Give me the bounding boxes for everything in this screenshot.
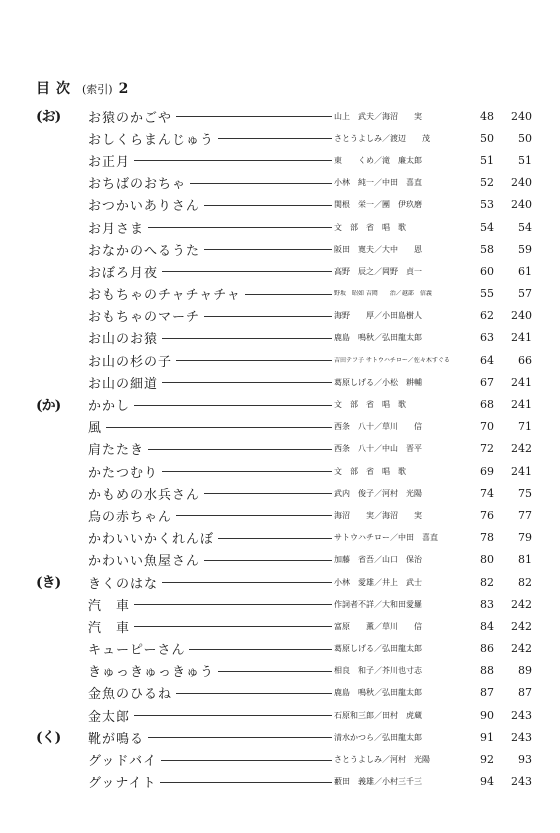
- song-title: 金魚のひるね: [88, 683, 176, 702]
- credit-text: 武内 俊子／河村 光陽: [332, 488, 460, 499]
- credit-text: 作詞者不詳／大和田愛羅: [332, 599, 460, 610]
- credit-text: 文 部 省 唱 歌: [332, 399, 460, 410]
- score-page: 63: [472, 331, 494, 344]
- credit-text: 山上 武夫／海沼 実: [332, 111, 460, 122]
- text-page: 243: [511, 708, 532, 722]
- text-page: 240: [511, 176, 532, 190]
- score-page: 72: [472, 442, 494, 455]
- credit-text: 関根 栄一／團 伊玖磨: [332, 199, 460, 210]
- song-title: 汽 車: [88, 617, 134, 636]
- score-page: 78: [472, 531, 494, 544]
- index-entry: [36, 371, 532, 393]
- text-page: 51: [518, 153, 532, 167]
- credit-text: 阪田 寛夫／大中 恩: [332, 244, 460, 255]
- score-page: 67: [472, 376, 494, 389]
- index-entry: [36, 748, 532, 770]
- song-title: 風: [88, 417, 106, 436]
- text-page: 242: [511, 619, 532, 633]
- song-title: お山の杉の子: [88, 351, 176, 370]
- score-page: 80: [472, 553, 494, 566]
- score-page: 83: [472, 598, 494, 611]
- section-marker: (か): [36, 397, 61, 414]
- credit-text: 富原 薫／草川 信: [332, 621, 460, 632]
- credit-text: 西条 八十／中山 晋平: [332, 443, 460, 454]
- song-title: かもめの水兵さん: [88, 484, 204, 503]
- score-page: 50: [472, 132, 494, 145]
- index-entry: [36, 704, 532, 726]
- song-title: きゅっきゅっきゅう: [88, 661, 218, 680]
- index-entry: [36, 571, 532, 593]
- credit-text: 石原和三郎／田村 虎蔵: [332, 710, 460, 721]
- section-marker: (お): [36, 109, 61, 126]
- text-page: 54: [518, 220, 532, 234]
- index-entry: [36, 105, 532, 127]
- credit-text: 海野 厚／小田島樹人: [332, 310, 460, 321]
- score-page: 68: [472, 398, 494, 411]
- song-title: おつかいありさん: [88, 195, 204, 214]
- index-entry: [36, 416, 532, 438]
- score-page: 48: [472, 110, 494, 123]
- song-title: 烏の赤ちゃん: [88, 506, 176, 525]
- text-page: 93: [518, 753, 532, 767]
- credit-text: 東 くめ／滝 廉太郎: [332, 155, 460, 166]
- score-page: 51: [472, 154, 494, 167]
- score-page: 53: [472, 198, 494, 211]
- page-number: 2: [118, 81, 129, 97]
- song-title: グッナイト: [88, 772, 160, 791]
- index-entry: [36, 460, 532, 482]
- song-title: かわいいかくれんぼ: [88, 528, 218, 547]
- song-title: お正月: [88, 151, 134, 170]
- text-page: 240: [511, 309, 532, 323]
- index-entry: [36, 194, 532, 216]
- index-entry: [36, 260, 532, 282]
- score-page: 54: [472, 221, 494, 234]
- index-entry: [36, 660, 532, 682]
- index-entry: [36, 349, 532, 371]
- text-page: 240: [511, 109, 532, 123]
- score-page: 86: [472, 642, 494, 655]
- index-entry: [36, 305, 532, 327]
- score-page: 82: [472, 576, 494, 589]
- index-entry: [36, 549, 532, 571]
- text-page: 50: [518, 131, 532, 145]
- page-header: [36, 78, 128, 98]
- index-entry: [36, 283, 532, 305]
- score-page: 52: [472, 176, 494, 189]
- song-title: かわいい魚屋さん: [88, 550, 204, 569]
- credit-text: 葛原しげる／小松 耕輔: [332, 377, 460, 388]
- text-page: 241: [511, 398, 532, 412]
- credit-text: 鹿島 鳴秋／弘田龍太郎: [332, 687, 460, 698]
- index-entry: [36, 504, 532, 526]
- song-title: グッドバイ: [88, 750, 161, 769]
- index-entry: [36, 682, 532, 704]
- page-subtitle: (索引): [82, 83, 113, 96]
- text-page: 77: [518, 508, 532, 522]
- song-title: おもちゃのチャチャチャ: [88, 284, 245, 303]
- text-page: 87: [518, 686, 532, 700]
- score-page: 91: [472, 731, 494, 744]
- credit-text: 葛原しげる／弘田龍太郎: [332, 643, 460, 654]
- text-page: 57: [518, 287, 532, 301]
- score-page: 84: [472, 620, 494, 633]
- credit-text: 清水かつら／弘田龍太郎: [332, 732, 460, 743]
- song-title: お山の細道: [88, 373, 162, 392]
- text-page: 243: [511, 775, 532, 789]
- credit-text: 野坂 昭如 吉岡 治／越部 信義: [332, 290, 460, 297]
- credit-text: 文 部 省 唱 歌: [332, 466, 460, 477]
- credit-text: 相良 和子／芥川也寸志: [332, 665, 460, 676]
- index-entry: [36, 127, 532, 149]
- song-title: きくのはな: [88, 573, 162, 592]
- score-page: 58: [472, 243, 494, 256]
- song-title: 汽 車: [88, 595, 134, 614]
- song-title: おなかのへるうた: [88, 240, 204, 259]
- text-page: 241: [511, 464, 532, 478]
- credit-text: 高野 辰之／岡野 貞一: [332, 266, 460, 277]
- score-page: 70: [472, 420, 494, 433]
- index-entry: [36, 593, 532, 615]
- score-page: 60: [472, 265, 494, 278]
- text-page: 79: [518, 531, 532, 545]
- credit-text: 藪田 義雄／小村三千三: [332, 776, 460, 787]
- credit-text: 西条 八十／草川 信: [332, 421, 460, 432]
- score-page: 88: [472, 664, 494, 677]
- index-entry: [36, 482, 532, 504]
- song-title: おもちゃのマーチ: [88, 306, 204, 325]
- text-page: 75: [518, 486, 532, 500]
- index-entry: [36, 638, 532, 660]
- index-entry: [36, 527, 532, 549]
- text-page: 89: [518, 664, 532, 678]
- page-title: 目次: [36, 81, 76, 97]
- song-title: 肩たたき: [88, 439, 148, 458]
- score-page: 62: [472, 309, 494, 322]
- index-entry: [36, 172, 532, 194]
- song-title: お月さま: [88, 218, 148, 237]
- score-page: 64: [472, 354, 494, 367]
- credit-text: 海沼 実／海沼 実: [332, 510, 460, 521]
- index-entry: [36, 771, 532, 793]
- text-page: 242: [511, 642, 532, 656]
- text-page: 241: [511, 375, 532, 389]
- credit-text: さとうよしみ／渡辺 茂: [332, 133, 460, 144]
- text-page: 71: [518, 420, 532, 434]
- credit-text: さとうよしみ／河村 光陽: [332, 754, 460, 765]
- credit-text: 加藤 省吾／山口 保治: [332, 554, 460, 565]
- section-marker: (く): [36, 730, 61, 747]
- score-page: 87: [472, 686, 494, 699]
- score-page: 90: [472, 709, 494, 722]
- song-title: お山のお猿: [88, 328, 162, 347]
- score-page: 69: [472, 465, 494, 478]
- text-page: 82: [518, 575, 532, 589]
- index-entry: [36, 149, 532, 171]
- section-marker: (き): [36, 575, 61, 592]
- credit-text: 鹿島 鳴秋／弘田龍太郎: [332, 332, 460, 343]
- text-page: 241: [511, 331, 532, 345]
- score-page: 55: [472, 287, 494, 300]
- text-page: 66: [518, 353, 532, 367]
- song-title: 金太郎: [88, 706, 134, 725]
- credit-text: 吉田テフ子 サトウハチロー／佐々木すぐる: [332, 357, 460, 364]
- text-page: 242: [511, 597, 532, 611]
- text-page: 61: [518, 264, 532, 278]
- song-title: おぼろ月夜: [88, 262, 162, 281]
- credit-text: 小林 愛雄／井上 武士: [332, 577, 460, 588]
- text-page: 240: [511, 198, 532, 212]
- song-title: 靴が鳴る: [88, 728, 148, 747]
- index-entry: [36, 238, 532, 260]
- index-entry: [36, 726, 532, 748]
- index-entry: [36, 393, 532, 415]
- song-title: キューピーさん: [88, 639, 189, 658]
- index-entry: [36, 216, 532, 238]
- credit-text: 文 部 省 唱 歌: [332, 222, 460, 233]
- score-page: 76: [472, 509, 494, 522]
- index-entry: [36, 327, 532, 349]
- text-page: 242: [511, 442, 532, 456]
- song-title: かかし: [88, 395, 134, 414]
- text-page: 59: [518, 242, 532, 256]
- song-title: お猿のかごや: [88, 107, 176, 126]
- index-entry: [36, 438, 532, 460]
- score-page: 74: [472, 487, 494, 500]
- score-page: 94: [472, 775, 494, 788]
- score-page: 92: [472, 753, 494, 766]
- index-list: [36, 105, 532, 793]
- index-entry: [36, 615, 532, 637]
- song-title: おしくらまんじゅう: [88, 129, 218, 148]
- song-title: かたつむり: [88, 462, 162, 481]
- credit-text: 小林 純一／中田 喜直: [332, 177, 460, 188]
- song-title: おちばのおちゃ: [88, 173, 190, 192]
- text-page: 243: [511, 730, 532, 744]
- text-page: 81: [518, 553, 532, 567]
- credit-text: サトウハチロー／中田 喜直: [332, 532, 460, 543]
